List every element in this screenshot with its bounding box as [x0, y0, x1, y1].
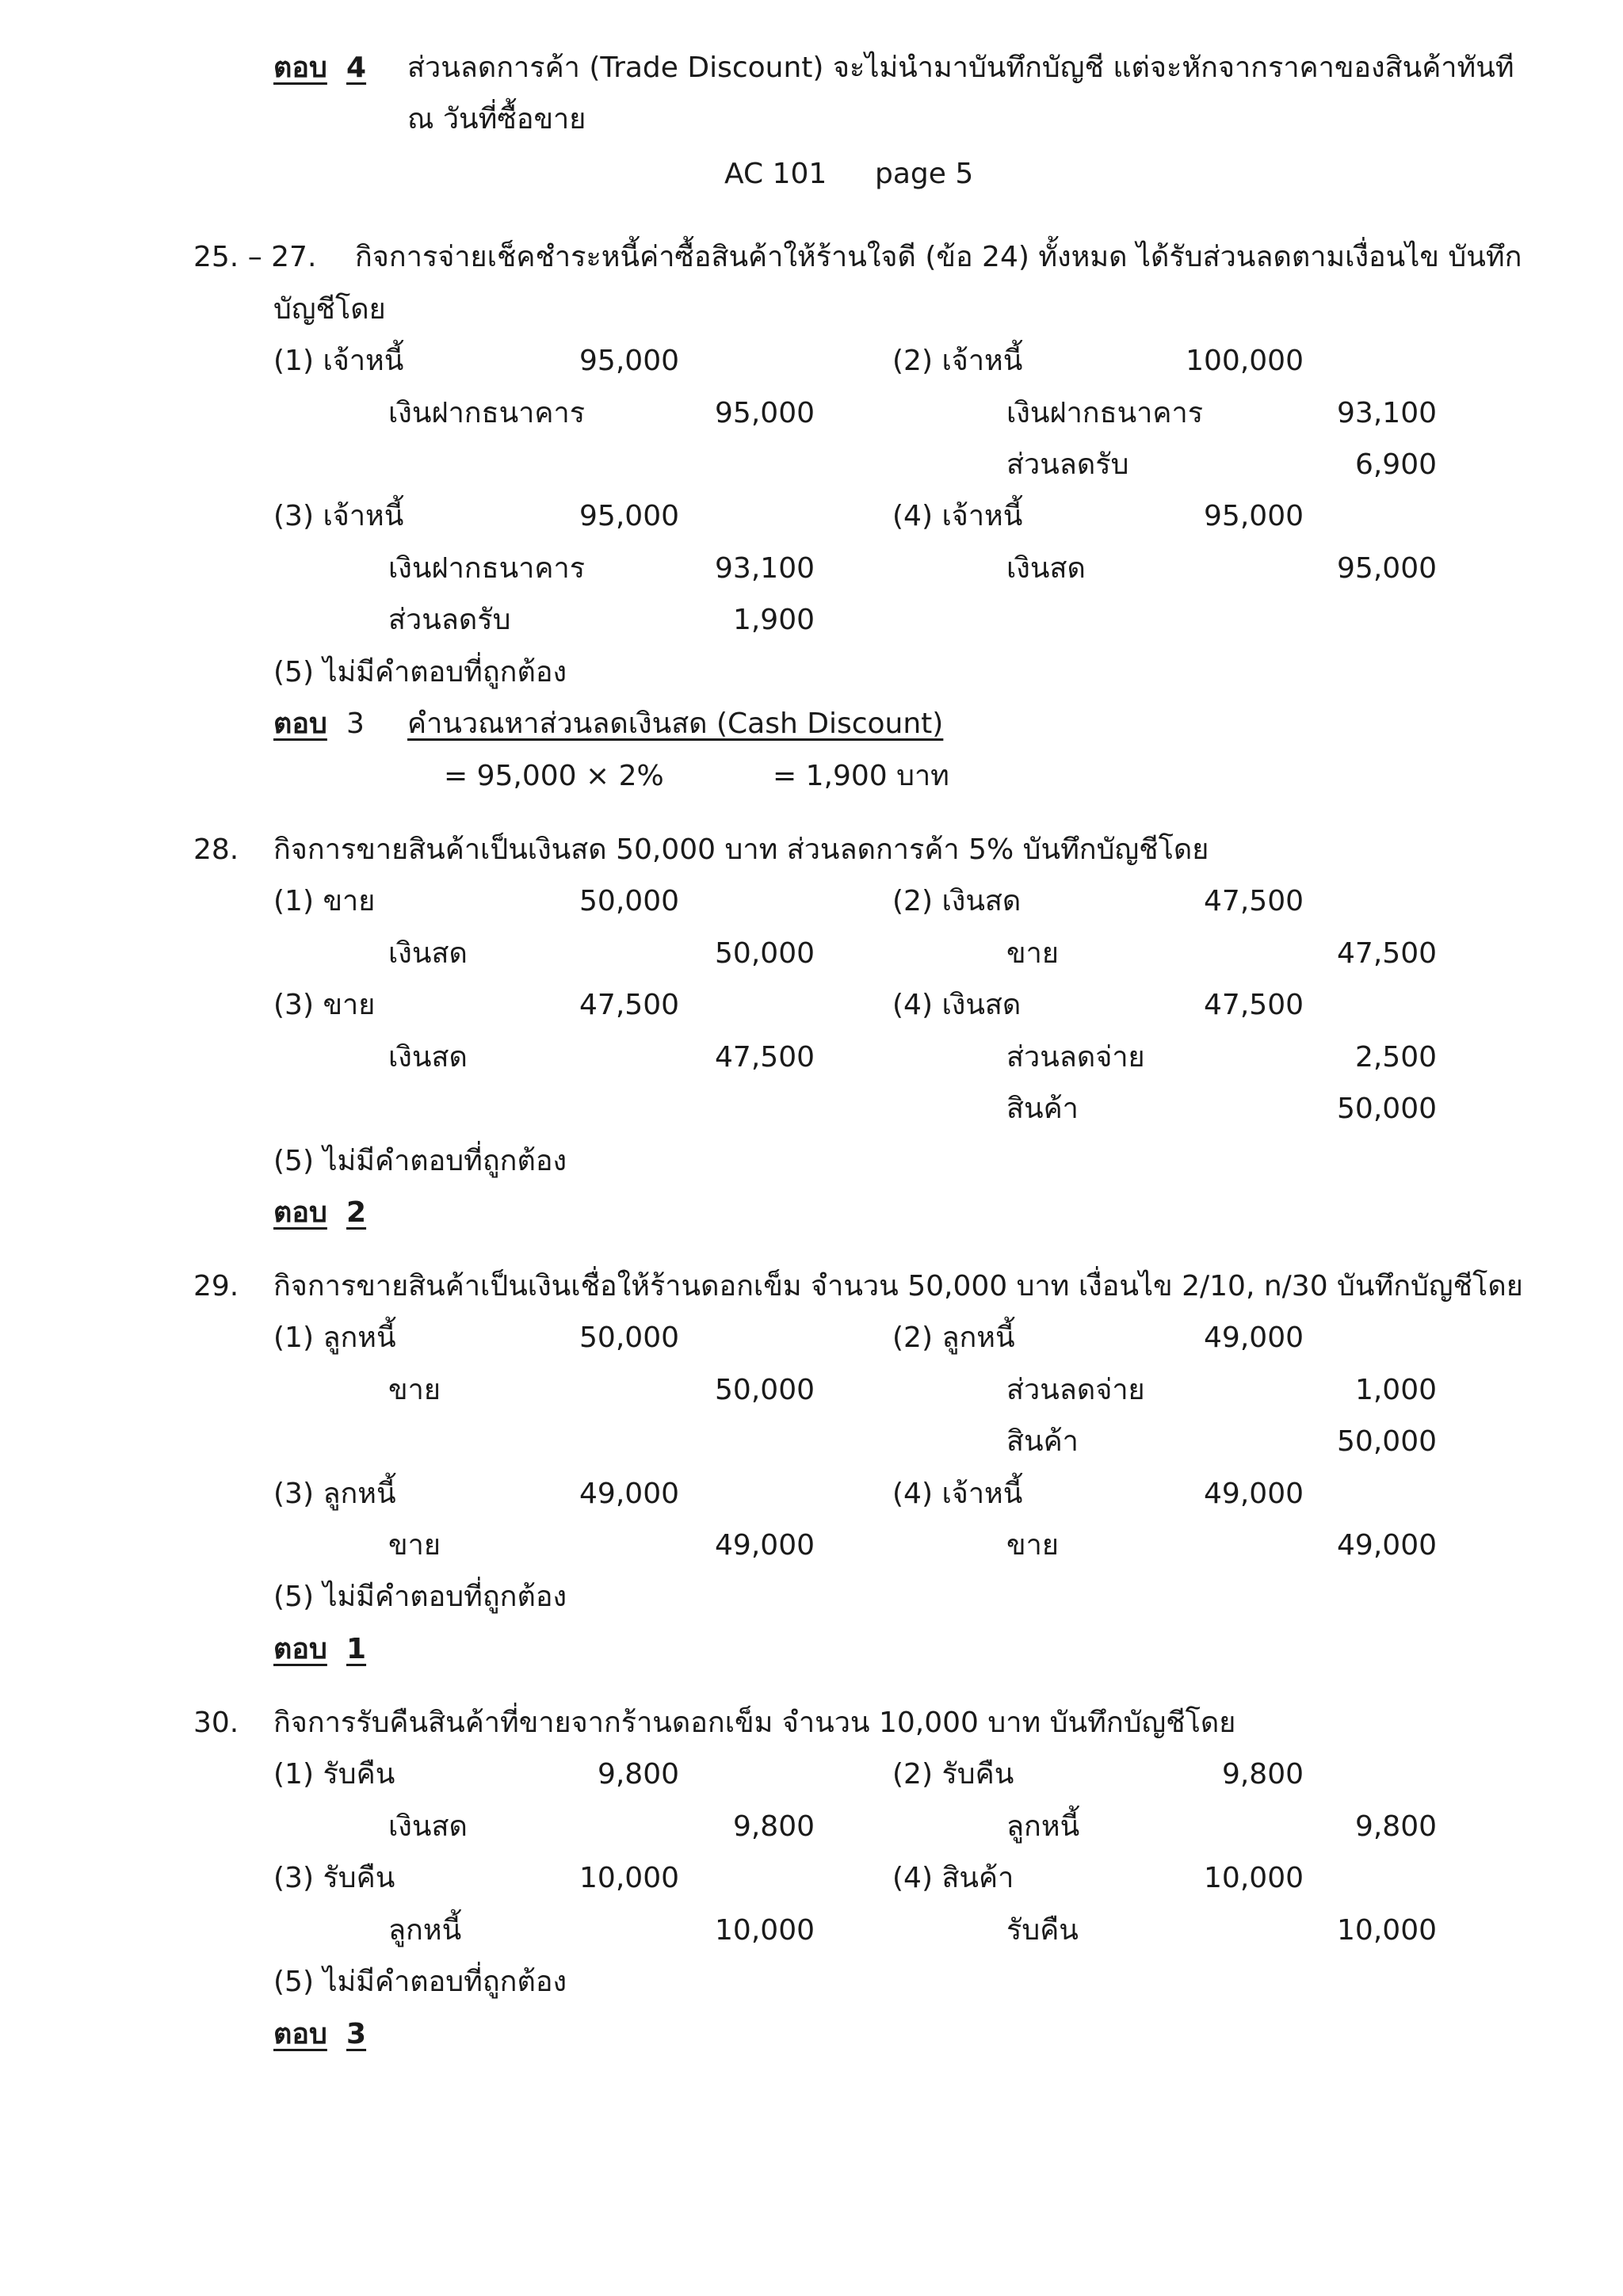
option-3-credit-amount: 93,100 — [715, 552, 815, 585]
option-4-debit-amount: 10,000 — [1204, 1862, 1304, 1894]
option-3-debit-amount: 95,000 — [579, 500, 679, 532]
course-code: AC 101 — [724, 158, 827, 190]
answer-label: ตอบ — [273, 1633, 327, 1665]
option-4-debit: (4) เงินสด — [892, 989, 1022, 1021]
answer-label: ตอบ — [273, 1196, 327, 1229]
option-5-none: (5) ไม่มีคำตอบที่ถูกต้อง — [273, 1966, 567, 1998]
option-2-debit-amount: 47,500 — [1204, 885, 1304, 917]
option-3-credit-amount: 49,000 — [715, 1529, 815, 1562]
option-4-credit-amount: 10,000 — [1337, 1914, 1437, 1947]
option-3-debit-amount: 49,000 — [579, 1478, 679, 1510]
option-1-debit: (1) ขาย — [273, 885, 376, 917]
option-1-credit-amount: 50,000 — [715, 1374, 815, 1406]
option-4-credit-account: รับคืน — [1006, 1914, 1079, 1947]
option-2-credit-amount: 1,000 — [1354, 1374, 1437, 1406]
option-1-credit-account: เงินสด — [388, 1810, 468, 1843]
intro-answer-label: ตอบ — [273, 51, 327, 84]
option-2-credit-account: ส่วนลดจ่าย — [1006, 1374, 1145, 1406]
option-2-credit-account: เงินฝากธนาคาร — [1006, 397, 1204, 429]
option-3-credit-account: ส่วนลดรับ — [388, 604, 511, 636]
answer-label: ตอบ — [273, 2018, 327, 2050]
option-1-credit-account: เงินสด — [388, 937, 468, 970]
option-4-debit: (4) สินค้า — [892, 1862, 1014, 1894]
option-1-debit-amount: 95,000 — [579, 345, 679, 377]
option-5-none: (5) ไม่มีคำตอบที่ถูกต้อง — [273, 656, 567, 688]
option-1-credit-account: เงินฝากธนาคาร — [388, 397, 586, 429]
option-2-debit: (2) เจ้าหนี้ — [892, 345, 1023, 377]
question-number-30: 30. — [193, 1707, 239, 1739]
answer-label: ตอบ — [273, 707, 327, 740]
option-1-debit-amount: 50,000 — [579, 1322, 679, 1354]
option-3-credit-account: ขาย — [388, 1529, 441, 1562]
option-2-credit-account: ลูกหนี้ — [1006, 1810, 1080, 1843]
option-3-debit: (3) ลูกหนี้ — [273, 1478, 396, 1510]
question-text: กิจการรับคืนสินค้าที่ขายจากร้านดอกเข็ม จำนวน 10,000 บาท บันทึกบัญชีโดย — [273, 1707, 1236, 1739]
question-number-28: 28. — [193, 833, 239, 866]
option-3-credit-account: เงินฝากธนาคาร — [388, 552, 586, 585]
option-5-none: (5) ไม่มีคำตอบที่ถูกต้อง — [273, 1581, 567, 1613]
calculation-formula: = 95,000 × 2% — [444, 760, 664, 792]
option-5-none: (5) ไม่มีคำตอบที่ถูกต้อง — [273, 1145, 567, 1177]
option-1-debit-amount: 9,800 — [597, 1758, 679, 1791]
option-2-debit: (2) เงินสด — [892, 885, 1022, 917]
option-2-debit-amount: 100,000 — [1186, 345, 1304, 377]
option-4-credit-account: ขาย — [1006, 1529, 1059, 1562]
option-1-credit-account: ขาย — [388, 1374, 441, 1406]
option-1-credit-amount: 9,800 — [732, 1810, 815, 1843]
option-4-debit: (4) เจ้าหนี้ — [892, 1478, 1023, 1510]
option-4-credit-account: สินค้า — [1006, 1093, 1079, 1125]
question-number-29: 29. — [193, 1270, 239, 1302]
option-4-debit-amount: 47,500 — [1204, 989, 1304, 1021]
question-text: กิจการจ่ายเช็คชำระหนี้ค่าซื้อสินค้าให้ร้านใจดี (ข้อ 24) ทั้งหมด ได้รับส่วนลดตามเงื่อนไข บันทึก — [355, 241, 1522, 273]
option-4-debit-amount: 95,000 — [1204, 500, 1304, 532]
intro-text-line1: ส่วนลดการค้า (Trade Discount) จะไม่นำมาบันทึกบัญชี แต่จะหักจากราคาของสินค้าทันที — [407, 51, 1514, 84]
option-3-credit-account: เงินสด — [388, 1041, 468, 1074]
option-1-debit-amount: 50,000 — [579, 885, 679, 917]
answer-number: 2 — [346, 1196, 367, 1229]
option-3-credit-amount: 1,900 — [732, 604, 815, 636]
option-4-credit-amount: 2,500 — [1354, 1041, 1437, 1074]
page-number: page 5 — [875, 158, 974, 190]
answer-number: 3 — [346, 707, 365, 740]
option-1-debit: (1) รับคืน — [273, 1758, 395, 1791]
option-3-credit-account: ลูกหนี้ — [388, 1914, 462, 1947]
option-3-debit-amount: 10,000 — [579, 1862, 679, 1894]
option-2-credit-amount: 6,900 — [1354, 448, 1437, 481]
option-3-credit-amount: 10,000 — [715, 1914, 815, 1947]
intro-text-line2: ณ วันที่ซื้อขาย — [407, 103, 586, 135]
question-text: กิจการขายสินค้าเป็นเงินสด 50,000 บาท ส่วนลดการค้า 5% บันทึกบัญชีโดย — [273, 833, 1209, 866]
option-3-debit: (3) ขาย — [273, 989, 376, 1021]
option-1-credit-amount: 50,000 — [715, 937, 815, 970]
option-4-credit-amount: 49,000 — [1337, 1529, 1437, 1562]
option-4-credit-amount: 50,000 — [1337, 1093, 1437, 1125]
option-4-credit-amount: 95,000 — [1337, 552, 1437, 585]
option-2-debit: (2) ลูกหนี้ — [892, 1322, 1015, 1354]
answer-number: 3 — [346, 2018, 367, 2050]
option-2-credit-account: สินค้า — [1006, 1425, 1079, 1458]
option-2-debit-amount: 49,000 — [1204, 1322, 1304, 1354]
option-4-debit: (4) เจ้าหนี้ — [892, 500, 1023, 532]
option-2-debit: (2) รับคืน — [892, 1758, 1014, 1791]
option-4-credit-account: เงินสด — [1006, 552, 1086, 585]
calculation-result: = 1,900 บาท — [773, 760, 949, 792]
option-4-credit-account: ส่วนลดจ่าย — [1006, 1041, 1145, 1074]
option-2-credit-amount: 93,100 — [1337, 397, 1437, 429]
intro-answer-number: 4 — [346, 51, 367, 84]
option-1-credit-amount: 95,000 — [715, 397, 815, 429]
option-1-debit: (1) เจ้าหนี้ — [273, 345, 404, 377]
option-2-credit-account: ส่วนลดรับ — [1006, 448, 1129, 481]
option-2-credit-account: ขาย — [1006, 937, 1059, 970]
option-3-debit: (3) รับคืน — [273, 1862, 395, 1894]
option-2-debit-amount: 9,800 — [1221, 1758, 1304, 1791]
question-number-25-27: 25. – 27. — [193, 241, 317, 273]
explanation-heading: คำนวณหาส่วนลดเงินสด (Cash Discount) — [407, 707, 944, 740]
option-2-credit-amount: 9,800 — [1354, 1810, 1437, 1843]
answer-number: 1 — [346, 1633, 367, 1665]
question-text: กิจการขายสินค้าเป็นเงินเชื่อให้ร้านดอกเข็ม จำนวน 50,000 บาท เงื่อนไข 2/10, n/30 บันทึกบัญชีโดย — [273, 1270, 1523, 1302]
option-3-credit-amount: 47,500 — [715, 1041, 815, 1074]
option-1-debit: (1) ลูกหนี้ — [273, 1322, 396, 1354]
option-4-debit-amount: 49,000 — [1204, 1478, 1304, 1510]
option-3-debit: (3) เจ้าหนี้ — [273, 500, 404, 532]
question-text-cont: บัญชีโดย — [273, 293, 386, 326]
option-2-credit-amount: 50,000 — [1337, 1425, 1437, 1458]
option-3-debit-amount: 47,500 — [579, 989, 679, 1021]
option-2-credit-amount: 47,500 — [1337, 937, 1437, 970]
